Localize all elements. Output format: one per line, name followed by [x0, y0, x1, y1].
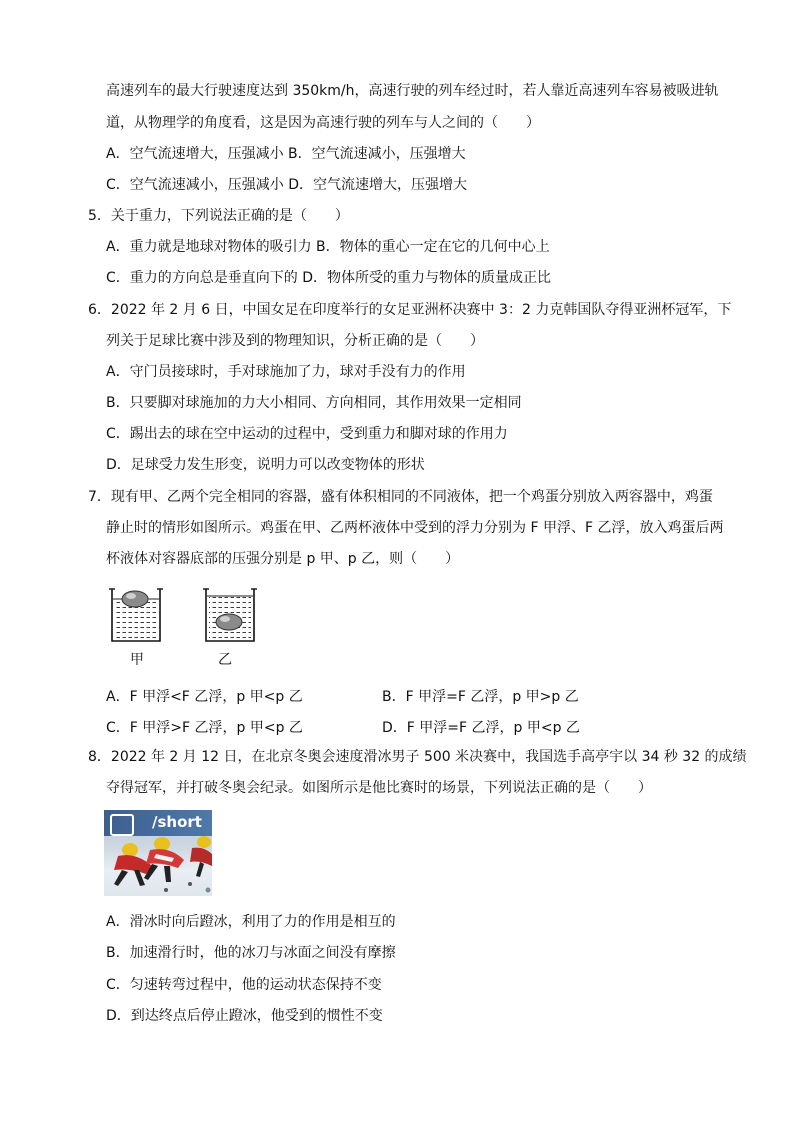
q7-stem-line1: 7．现有甲、乙两个完全相同的容器，盛有体积相同的不同液体，把一个鸡蛋分别放入两容器中，鸡蛋	[88, 489, 713, 505]
q6-option-d: D．足球受力发生形变，说明力可以改变物体的形状	[106, 457, 425, 473]
q6-option-b: B．只要脚对球施加的力大小相同、方向相同，其作用效果一定相同	[106, 395, 522, 411]
q8-option-b: B．加速滑行时，他的冰刀与冰面之间没有摩擦	[106, 945, 396, 961]
q6-option-c: C．踢出去的球在空中运动的过程中，受到重力和脚对球的作用力	[106, 426, 508, 442]
q8-option-a: A．滑冰时向后蹬冰，利用了力的作用是相互的	[106, 914, 396, 930]
q5-options-cd: C．重力的方向总是垂直向下的 D．物体所受的重力与物体的质量成正比	[106, 270, 552, 286]
q4-stem-line1: 高速列车的最大行驶速度达到 350km/h，高速行驶的列车经过时，若人靠近高速列车容易被吸进轨	[106, 83, 719, 99]
q7-stem-line3: 杯液体对容器底部的压强分别是 p 甲、p 乙，则（ ）	[106, 551, 460, 567]
beakers-figure	[104, 585, 264, 647]
egg-floating	[122, 591, 148, 607]
speed-skating-photo	[104, 810, 212, 896]
q8-option-d: D．到达终点后停止蹬冰，他受到的惯性不变	[106, 1008, 383, 1024]
q5-options-ab: A．重力就是地球对物体的吸引力 B．物体的重心一定在它的几何中心上	[106, 239, 550, 255]
egg-suspended	[216, 614, 242, 630]
q6-stem-line1: 6．2022 年 2 月 6 日，中国女足在印度举行的女足亚洲杯决赛中 3：2 力克韩国队夺得亚洲杯冠军，下	[88, 302, 732, 318]
q7-option-a: A．F 甲浮<F 乙浮，p 甲<p 乙	[106, 689, 303, 705]
q8-option-c: C．匀速转弯过程中，他的运动状态保持不变	[106, 977, 382, 993]
q7-stem-line2: 静止时的情形如图所示。鸡蛋在甲、乙两杯液体中受到的浮力分别为 F 甲浮、F 乙浮，放入鸡蛋后两	[106, 520, 724, 536]
q8-stem-line1: 8．2022 年 2 月 12 日，在北京冬奥会速度滑冰男子 500 米决赛中，我国选手高亭宇以 34 秒 32 的成绩	[88, 749, 747, 765]
q4-stem-line2: 道，从物理学的角度看，这是因为高速行驶的列车与人之间的（ ）	[106, 115, 540, 131]
skaters-illustration	[104, 810, 212, 896]
label-yi: 乙	[218, 652, 232, 668]
q8-stem-line2: 夺得冠军，并打破冬奥会纪录。如图所示是他比赛时的场景，下列说法正确的是（ ）	[106, 780, 652, 796]
q7-option-b: B．F 甲浮=F 乙浮，p 甲>p 乙	[382, 689, 579, 705]
q5-stem: 5．关于重力，下列说法正确的是（ ）	[88, 208, 349, 224]
q7-option-d: D．F 甲浮=F 乙浮，p 甲<p 乙	[382, 720, 580, 736]
beaker-jia	[109, 589, 163, 641]
q7-option-c: C．F 甲浮>F 乙浮，p 甲<p 乙	[106, 720, 303, 736]
photo-banner-text: /short	[152, 813, 202, 831]
q6-option-a: A．守门员接球时，手对球施加了力，球对手没有力的作用	[106, 364, 466, 380]
q4-options-ab: A．空气流速增大，压强减小 B．空气流速减小，压强增大	[106, 146, 466, 162]
q6-stem-line2: 列关于足球比赛中涉及到的物理知识，分析正确的是（ ）	[106, 333, 484, 349]
label-jia: 甲	[130, 652, 144, 668]
q4-options-cd: C．空气流速减小，压强减小 D．空气流速增大，压强增大	[106, 177, 468, 193]
beaker-yi	[203, 589, 257, 641]
